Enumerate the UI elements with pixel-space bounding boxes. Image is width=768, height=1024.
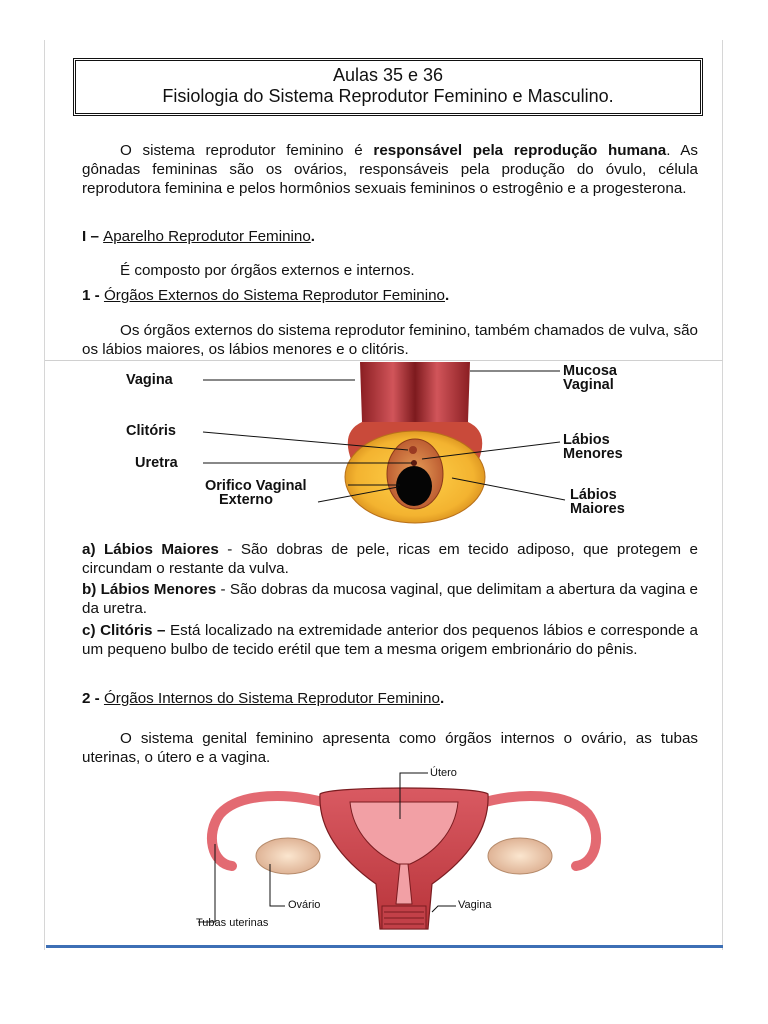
clitoris-shape: [409, 446, 417, 454]
title-box: [73, 58, 703, 116]
label-mucosa-1: Mucosa: [563, 363, 617, 379]
intro-text-c: . As gônadas femininas são os ovários, responsáveis pela produção do óvulo, célula reprodutora feminina e pelos hormônios sexuais femininos o estrogênio e a progesterona.: [82, 142, 698, 197]
item-a-label: a) Lábios Maiores: [82, 541, 219, 558]
internal-organs-diagram: [0, 764, 768, 944]
label-orificio-1: Orifico Vaginal: [205, 478, 307, 494]
vaginal-canal: [360, 362, 470, 422]
label-orificio-2: Externo: [219, 492, 273, 508]
item-b-label: b) Lábios Menores: [82, 581, 217, 598]
section1-prefix: I –: [82, 228, 104, 245]
item-a-text: - São dobras de pele, ricas em tecido adiposo, que protegem e circundam o restante da vulva.: [82, 541, 698, 577]
label-utero: Útero: [430, 767, 457, 779]
section1-suffix: .: [310, 228, 316, 245]
label-tubas: Tubas uterinas: [196, 917, 269, 929]
right-ovary-shape: [488, 838, 552, 874]
label-clitoris: Clitóris: [126, 423, 176, 439]
title-line-2: Fisiologia do Sistema Reprodutor Feminino e Masculino.: [162, 86, 614, 106]
label-menores-1: Lábios: [563, 432, 610, 448]
vaginal-orifice-shape: [396, 466, 432, 506]
sub2-text: O sistema genital feminino apresenta como órgãos internos o ovário, as tubas uterinas, o útero e a vagina.: [82, 730, 698, 766]
sub2-prefix: 2 -: [82, 690, 104, 707]
section1-title: Aparelho Reprodutor Feminino: [103, 228, 311, 245]
item-c-label: c) Clitóris –: [82, 622, 166, 639]
title-line-1: Aulas 35 e 36: [332, 65, 444, 85]
item-b: [82, 580, 698, 618]
section1-heading: [82, 228, 315, 245]
sub2-heading: [82, 690, 444, 707]
sub2-suffix: .: [439, 690, 445, 707]
section1-text: É composto por órgãos externos e internos.: [120, 262, 415, 279]
sub1-suffix: .: [445, 287, 450, 304]
label-menores-2: Menores: [563, 446, 623, 462]
item-a: [82, 540, 698, 578]
intro-text-bold: responsável pela reprodução humana: [373, 142, 667, 159]
label-vagina-internal: Vagina: [458, 899, 492, 911]
bottom-accent-bar: [46, 945, 723, 948]
label-mucosa-2: Vaginal: [563, 377, 614, 393]
label-maiores-2: Maiores: [570, 501, 625, 517]
sub1-heading: [82, 287, 449, 304]
left-ovary-shape: [256, 838, 320, 874]
section-divider: [45, 360, 723, 361]
intro-paragraph: [82, 141, 698, 198]
label-uretra: Uretra: [135, 455, 178, 471]
item-c: [82, 621, 698, 659]
sub1-prefix: 1 -: [82, 287, 104, 304]
item-c-text: Está localizado na extremidade anterior dos pequenos lábios e corresponde a um pequeno bulbo de tecido erétil que tem a mesma origem embrionário do pênis.: [82, 622, 698, 658]
intro-text-a: O sistema reprodutor feminino é: [120, 142, 374, 159]
item-b-text: - São dobras da mucosa vaginal, que delimitam a abertura da vagina e da uretra.: [82, 581, 698, 617]
label-ovario: Ovário: [288, 899, 321, 911]
external-organs-diagram: [0, 362, 768, 532]
label-maiores-1: Lábios: [570, 487, 617, 503]
label-vagina: Vagina: [126, 372, 173, 388]
sub2-title: Órgãos Internos do Sistema Reprodutor Feminino: [103, 690, 440, 707]
sub1-title: Órgãos Externos do Sistema Reprodutor Feminino: [103, 287, 445, 304]
sub1-text: Os órgãos externos do sistema reprodutor feminino, também chamados de vulva, são os lábios maiores, os lábios menores e o clitóris.: [82, 322, 698, 358]
